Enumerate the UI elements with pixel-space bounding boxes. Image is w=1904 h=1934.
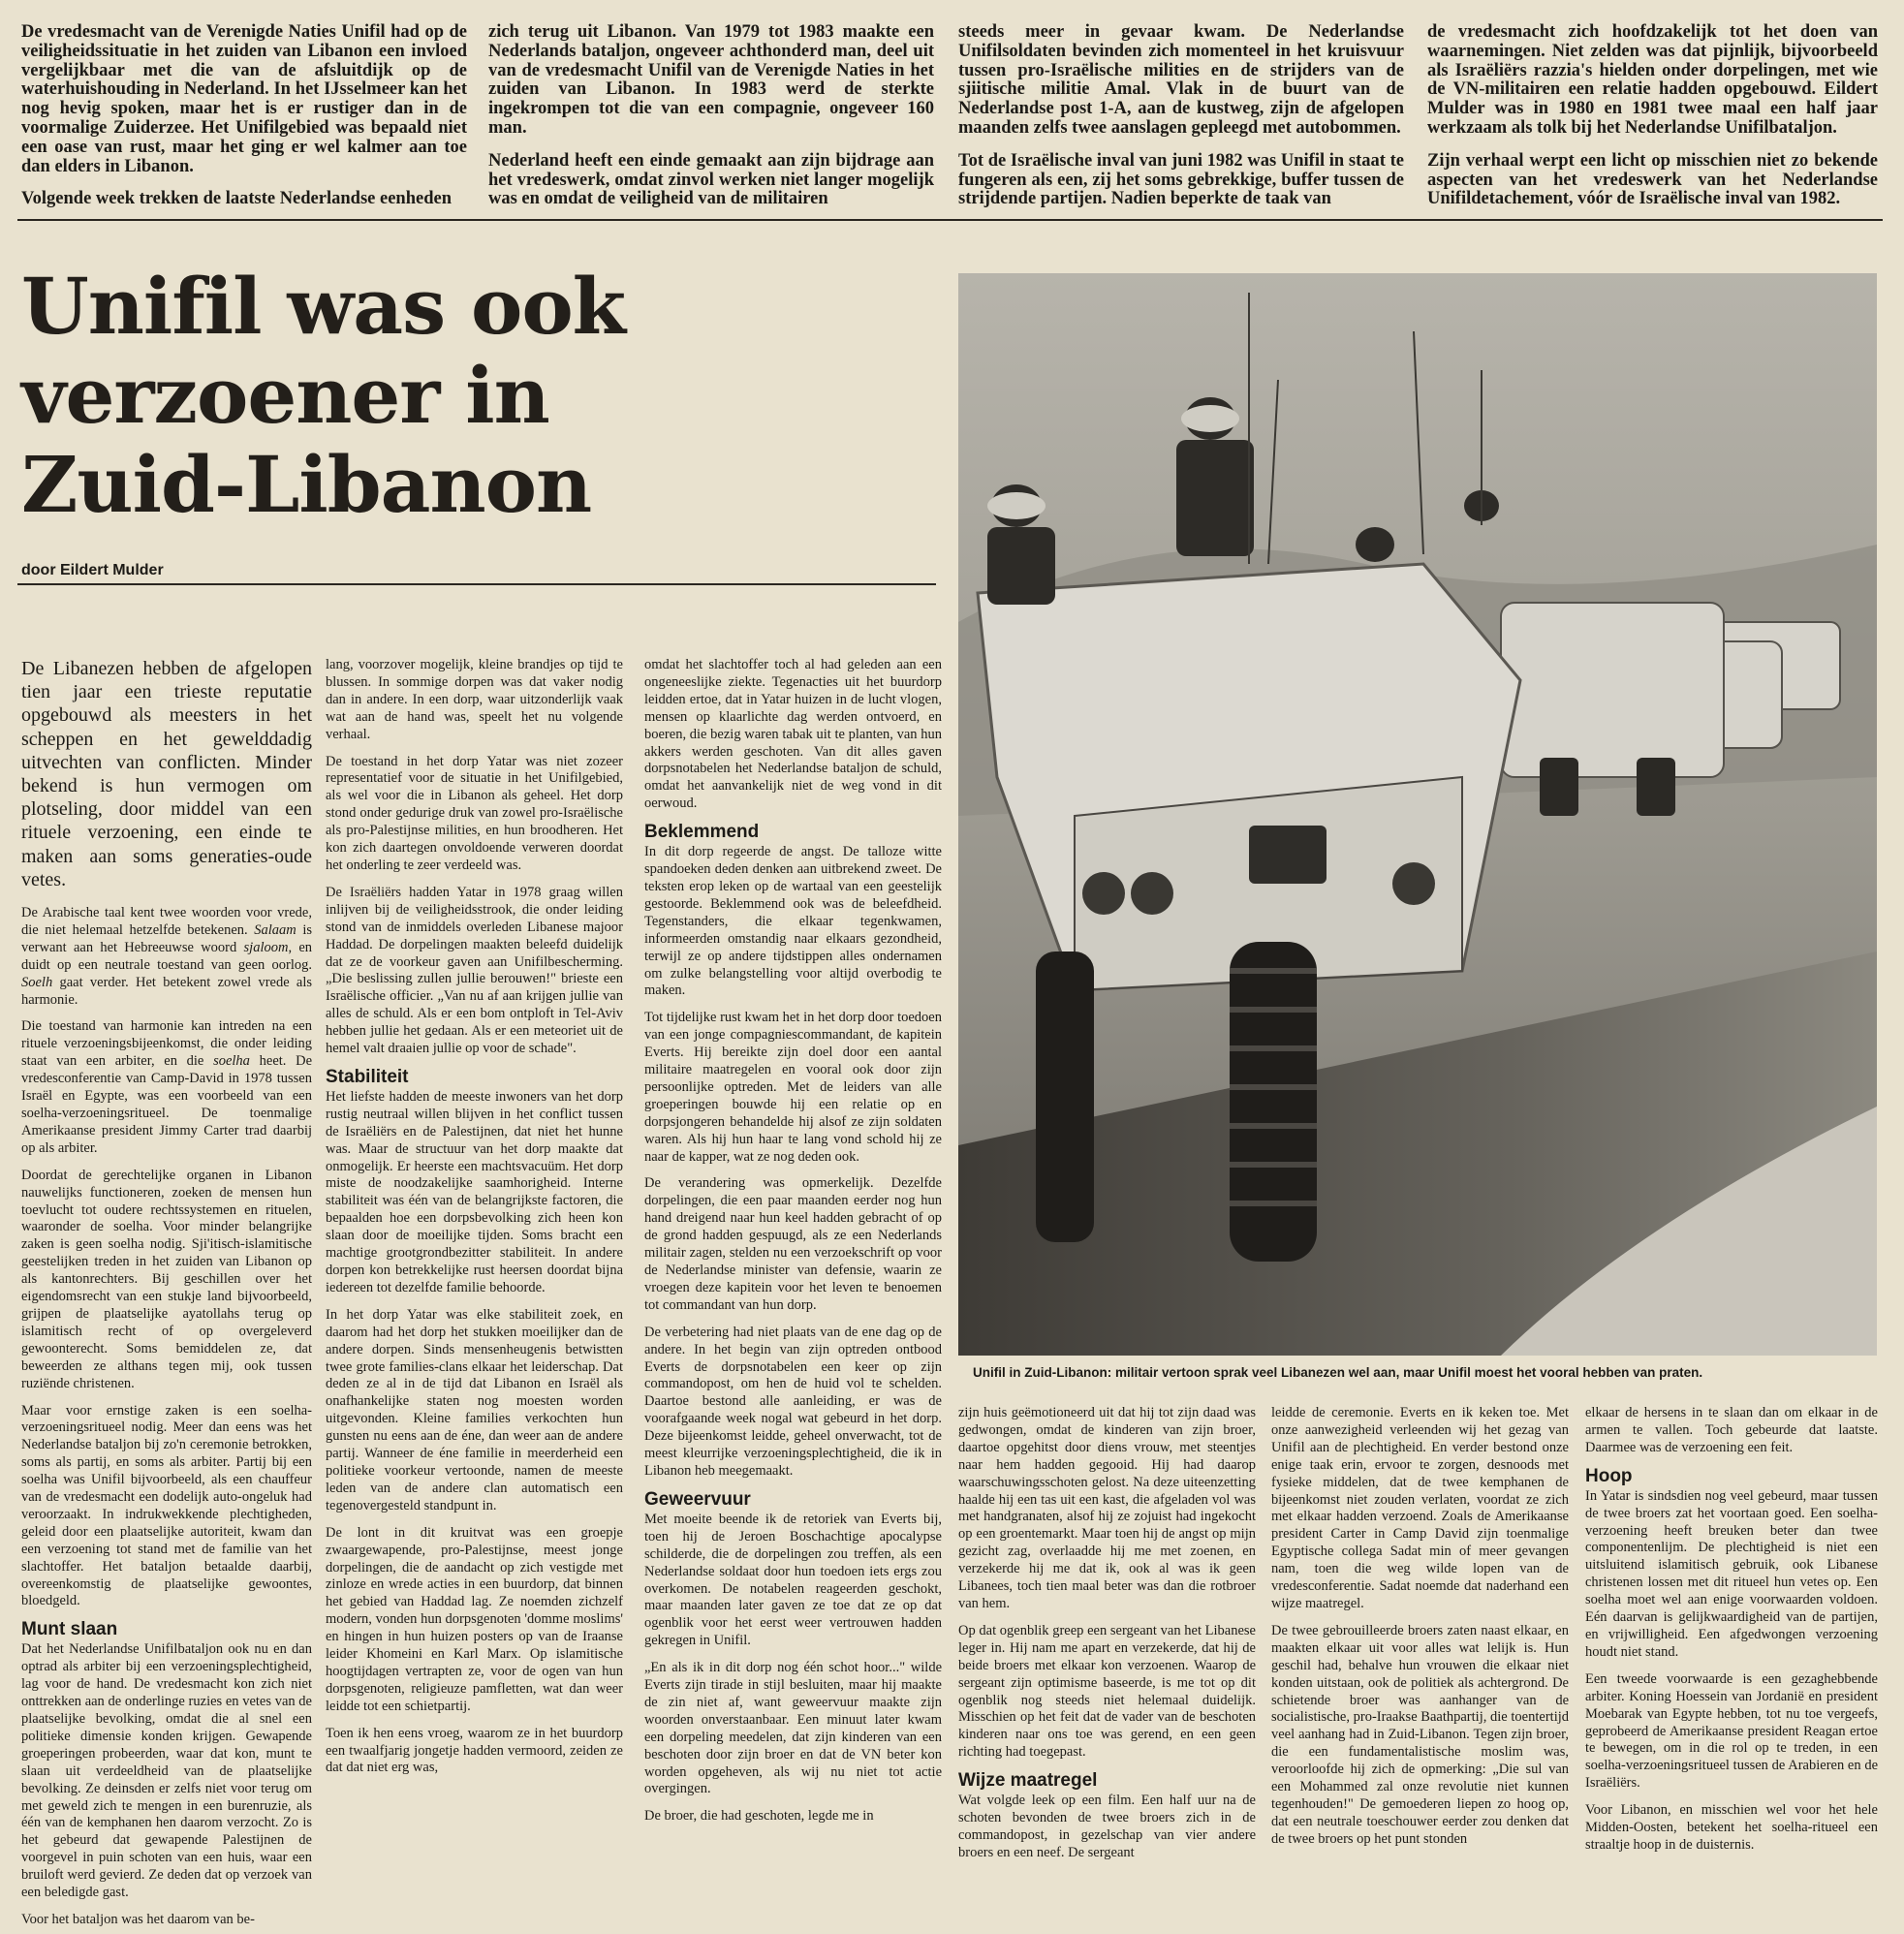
top-divider	[17, 219, 1883, 221]
paragraph: lang, voorzover mogelijk, kleine brandjes op tijd te blussen. In sommige dorpen was dat vaker nodig dan in andere. In een dorp, waar uitzonderlijk vaak wat aan de hand was, speelt het nu volgende verhaal.	[326, 657, 623, 742]
paragraph: „En als ik in dit dorp nog één schot hoor..." wilde Everts zijn tirade in stijl besluiten, maar hij maakte de zin niet af, want geweervuur maakte zijn woorden onverstaanbaar. Een minuut later kwam een dorpeling meedelen, dat zijn kinderen van een beschoten door zijn broer en dat de VN beter kon worden opgeheven, als wij nu niet tot actie overgingen.	[644, 1660, 942, 1797]
intro-paragraph: Tot de Israëlische inval van juni 1982 was Unifil in staat te fungeren als een, zij het soms gebrekkige, buffer tussen de strijdende partijen. Nadien beperkte de taak van	[958, 150, 1404, 209]
photo-caption: Unifil in Zuid-Libanon: militair vertoon sprak veel Libanezen wel aan, maar Unifil moest het vooral hebben van praten.	[973, 1365, 1703, 1380]
intro-paragraph: De vredesmacht van de Verenigde Naties Unifil had op de veiligheidssituatie in het zuiden van Libanon een invloed vergelijkbaar met die van de afsluitdijk op de waterhuishouding in Nederland. In het IJsselmeer kan het nog hevig spoken, maar het is er rustiger dan in de voormalige Zuiderzee. Het Unifilgebied was bepaald niet een oase van rust, maar het ging er wel kalmer aan toe dan elders in Libanon.	[21, 23, 467, 176]
paragraph: omdat het slachtoffer toch al had geleden aan een ongeneeslijke ziekte. Tegenacties uit het buurdorp leidden ertoe, dat in Yatar huizen in de lucht vlogen, mensen op klaarlichte dag werden ontvoerd, en boeren, die bezig waren tabak uit te planten, van hun akkers werden geschoten. Van dit alles gaven dorpsnotabelen het Nederlandse bataljon de schuld, omdat het aanvankelijk niet de weg vond in dit oerwoud.	[644, 657, 942, 812]
paragraph: De toestand in het dorp Yatar was niet zozeer representatief voor de situatie in het Unifilgebied, als wel voor die in Libanon als geheel. Het dorp stond onder gedurige druk van zowel pro-Israëlische als pro-Palestijnse milities, en hun broodheren. Het kon zich daartegen onvoldoende verweren doordat het onderling te zeer verdeeld was.	[326, 753, 623, 873]
paragraph: De verandering was opmerkelijk. Dezelfde dorpelingen, die een paar maanden eerder nog hun hand dreigend naar hun keel hadden gebracht of op de grond hadden gespuugd, als ze een Nederlands militair zagen, stelden nu een verzoekschrift op voor de Nederlandse minister van defensie, waarin ze vroegen deze kapitein voor het leven te benoemen tot commandant van hun dorp.	[644, 1175, 942, 1313]
intro-paragraph: Zijn verhaal werpt een licht op misschien niet zo bekende aspecten van het vredeswerk van het Nederlandse Unifildetachement, vóór de Israëlische inval van 1982.	[1427, 150, 1878, 209]
intro-paragraph: zich terug uit Libanon. Van 1979 tot 1983 maakte een Nederlands bataljon, ongeveer achthonderd man, deel uit van de vredesmacht Unifil van de Verenigde Naties in het zuiden van Libanon. In 1983 werd de sterkte ingekrompen tot die van een compagnie, ongeveer 160 man.	[488, 23, 934, 138]
paragraph: elkaar de hersens in te slaan dan om elkaar in de armen te vallen. Toch gebeurde dat laatste. Daarmee was de verzoening een feit.	[1585, 1405, 1878, 1455]
paragraph: Voor het bataljon was het daarom van be-	[21, 1911, 255, 1926]
subheading: Geweervuur	[644, 1488, 751, 1510]
headline-line: Zuid-Libanon	[21, 439, 592, 530]
paragraph: Doordat de gerechtelijke organen in Libanon nauwelijks functioneren, zoeken de mensen hun toevlucht tot oudere rechtssystemen en rituelen, waaronder de soelha. Voor minder belangrijke zaken is geen soelha nodig. Sji'itisch-islamitische geestelijken treden in het zuiden van Libanon op als kantonrechters. Bij geschillen over het eigendomsrecht van een stukje land bijvoorbeeld, grijpen de plaatselijke ayatollahs terug op islamitisch recht of op overgeleverd gewoonterecht. Soms bemiddelen ze, dat beweerden ze althans tegen mij, ook tussen ruziënde christenen.	[21, 1167, 312, 1391]
paragraph: Het liefste hadden de meeste inwoners van het dorp rustig neutraal willen blijven in het conflict tussen de Israëliërs en de Palestijnen, dat niet het hunne was. Maar de structuur van het dorp maakte dat onmogelijk. Er heerste een machtsvacuüm. Het dorp miste de noodzakelijke saamhorigheid. Interne stabiliteit was één van de belangrijkste factoren, die bepaalden hoe een dorpsbevolking zich heen kon slaan door de moeilijke tijden. Soms bracht een machtige grootgrondbezitter stabiliteit. In andere dorpen kon betrekkelijke rust heersen doordat bijna iedereen tot dezelfde familie behoorde.	[326, 1088, 623, 1295]
term-salaam: Salaam	[254, 921, 297, 938]
paragraph: In Yatar is sindsdien nog veel gebeurd, maar tussen de twee broers zat het voortaan goed. Een soelha-verzoening heeft breuken beter dan twee componentenlijm. De plechtigheid is niet een uitsluitend islamitisch gebruik, ook Libanese christenen lossen met dit ritueel hun vetes op. Een soelha moet wel aan enige voorwaarden voldoen. Eén daarvan is gelijkwaardigheid van de partijen, en vrijwilligheid. Een afgedwongen verzoening houdt niet stand.	[1585, 1487, 1878, 1660]
lead-paragraph: De Libanezen hebben de afgelopen tien jaar een trieste reputatie opgebouwd als meesters in het scheppen en het gewelddadig uitvechten van conflicten. Minder bekend is hun vermogen om plotseling, door middel van een rituele verzoening, een einde te maken aan soms generaties-oude vetes.	[21, 658, 312, 890]
subheading: Hoop	[1585, 1465, 1633, 1486]
paragraph: De verbetering had niet plaats van de ene dag op de andere. In het begin van zijn optreden ontbood Everts de dorpsnotabelen een keer op zijn commandopost, om hen de huid vol te schelden. Daartoe bestond alle aanleiding, er was de voorafgaande week nogal wat gebeurd in het dorp. Deze bijeenkomst leidde, geheel onverwacht, tot de meest kleurrijke verzoeningsplechtigheid, die ik in Libanon heb meegemaakt.	[644, 1324, 942, 1479]
term-sjaloom: sjaloom	[243, 939, 289, 955]
paragraph: Die toestand van harmonie kan intreden na een rituele verzoeningsbijeenkomst, die onder leiding staat van een arbiter, en die soelha heet. De vredesconferentie van Camp-David in 1978 tussen Israël en Egypte, was een voorbeeld van een soelha-verzoeningsritueel. De toenmalige Amerikaanse president Jimmy Carter trad daarbij op als arbiter.	[21, 1018, 312, 1156]
paragraph: Wat volgde leek op een film. Een half uur na de schoten bevonden de twee broers zich in de commandopost, in gezelschap van vier andere broers en een neef. De sergeant	[958, 1793, 1256, 1860]
article-column-4	[958, 1405, 1256, 1928]
article-photo	[958, 273, 1877, 1356]
term-soelha: soelha	[213, 1053, 250, 1070]
intro-column-3	[958, 23, 1404, 217]
byline: door Eildert Mulder	[21, 562, 164, 578]
headline-line: verzoener in	[21, 350, 549, 441]
article-column-5	[1271, 1405, 1569, 1928]
paragraph: Voor Libanon, en misschien wel voor het hele Midden-Oosten, betekent het soelha-ritueel een straaltje hoop in de duisternis.	[1585, 1802, 1878, 1853]
intro-column-1	[21, 23, 467, 217]
intro-paragraph: Nederland heeft een einde gemaakt aan zijn bijdrage aan het vredeswerk, omdat zinvol werken niet langer mogelijk was en omdat de veiligheid van de militairen	[488, 150, 934, 209]
intro-column-2	[488, 23, 934, 217]
article-column-6	[1585, 1405, 1878, 1928]
intro-paragraph: steeds meer in gevaar kwam. De Nederlandse Unifilsoldaten bevinden zich momenteel in het kruisvuur tussen pro-Israëlische milities en de strijders van de sjiitische militie Amal. Vlak in de buurt van de Nederlandse post 1-A, aan de kustweg, zijn de afgelopen maanden zelfs twee aanslagen gepleegd met autobommen.	[958, 23, 1404, 138]
paragraph: In het dorp Yatar was elke stabiliteit zoek, en daarom had het dorp het stukken moeilijker dan de andere dorpen. Sinds mensenheugenis betwistten twee grote families-clans elkaar het leiderschap. Dat deden ze al in de tijd dat Libanon en Israël als onafhankelijke staten nog moesten worden uitgevonden. Kleine families verkochten hun gunsten nu eens aan de éne, dan weer aan de andere partij. Wanneer de éne familie in meerderheid een politieke voorkeur vertoonde, namen de meeste leden van de andere clan automatisch een tegenovergesteld standpunt in.	[326, 1306, 623, 1513]
paragraph: Met moeite beende ik de retoriek van Everts bij, toen hij de Jeroen Boschachtige apocalypse schilderde, die de dorpelingen zou treffen, als een Nederlandse soldaat door hun toedoen iets ergs zou overkomen. De notabelen reageerden geschokt, maar maanden later gaven ze toe dat ze op dat ogenblik voor het eerst weer vertrouwen hadden gekregen in Unifil.	[644, 1511, 942, 1649]
paragraph: Tot tijdelijke rust kwam het in het dorp door toedoen van een jonge compagniescommandant, de kapitein Everts. Hij bereikte zijn doel door een aantal militaire maatregelen en vooral ook door zijn persoonlijke optreden. Met de leiders van alle groeperingen bouwde hij een relatie op en dorpsjongeren behandelde hij alsof ze zijn soldaten waren. Als hij hun haar te lang vond schold hij ze naar de kapper, wat ze nog deden ook.	[644, 1010, 942, 1165]
article-column-3	[644, 657, 942, 1926]
subheading: Stabiliteit	[326, 1066, 409, 1087]
paragraph: De lont in dit kruitvat was een groepje zwaargewapende, pro-Palestijnse, meest jonge dorpelingen, die de aandacht op zich vestigde met zinloze en wrede acties in een buurdorp, dat binnen het gebied van Haddad lag. Ze noemden zichzelf modern, vonden hun dorpsgenoten 'domme moslims' en hingen in hun huizen posters op van de Iraanse leider Khomeini en Karl Marx. Op islamitische hoogtijdagen vertrapten ze, voor de ogen van hun dorpsgenoten, religieuze pamfletten, wat dan weer leidde tot een schietpartij.	[326, 1524, 623, 1714]
paragraph: zijn huis geëmotioneerd uit dat hij tot zijn daad was gedwongen, omdat de kinderen van zijn broer, daartoe opgehitst door diens vrouw, met steentjes naar hem hadden gegooid. Hij had daarop waarschuwingsschoten gelost. Na deze uiteenzetting haalde hij een tas uit een kast, die afgeladen vol was met handgranaten, alsof hij ze zojuist had ingekocht op een groentemarkt. Maar toen hij de angst op mijn gezicht zag, overlaadde hij me met zoenen, en verzekerde hij me dat ik, ook al was ik geen Libanees, toch tien maal beter was dan die rotbroer van hem.	[958, 1405, 1256, 1611]
paragraph: Toen ik hen eens vroeg, waarom ze in het buurdorp een twaalfjarig jongetje hadden vermoord, zeiden ze dat dat niet erg was,	[326, 1725, 623, 1776]
paragraph: Dat het Nederlandse Unifilbataljon ook nu en dan optrad als arbiter bij een verzoeningsplechtigheid, lag voor de hand. De vredesmacht kon zich niet onttrekken aan de onderlinge ruzies en vetes van de plaatselijke bevolking, omdat die al snel een politieke dimensie konden krijgen. Gewapende groeperingen probeerden, waar dat kon, munt te slaan uit verdeeldheid van de plaatselijke bevolking. Ze deinsden er zelfs niet voor terug om met geweld zich te mengen in een burenruzie, als één van de kemphanen hen daarom verzocht. Zo is het gebeurd dat gewapende Palestijnen de voorgevel in puin schoten van een huis, waar een bruiloft werd gevierd. Ze deden dat op verzoek van een beledigde gast.	[21, 1641, 312, 1901]
headline-line: Unifil was ook	[21, 261, 626, 352]
intro-column-4	[1427, 23, 1878, 217]
paragraph: De twee gebrouilleerde broers zaten naast elkaar, en maakten elkaar uit voor alles wat lelijk is. Hun geschil had, behalve hun vrouwen die elkaar niet konden uitstaan, ook de politiek als achtergrond. De schietende broer was aanhanger van de socialistische, pro-Iraakse Baathpartij, die toentertijd veel aanhang had in Zuid-Libanon. Tegen zijn broer, die een fundamentalistische moslim was, veroorloofde hij zich de opmerking: „Die sul van een Mohammed zal onze revolutie niet kunnen tegenhouden!" De gemoederen liepen zo hoog op, dat een neutrale toeschouwer eerder zou denken dat de twee broers op het punt stonden	[1271, 1622, 1569, 1847]
paragraph: Op dat ogenblik greep een sergeant van het Libanese leger in. Hij nam me apart en verzekerde, dat hij de beide broers met elkaar kon verzoenen. Waarop de sergeant zijn optimisme baseerde, is me tot op dit ogenblik nog steeds niet helemaal duidelijk. Misschien op het feit dat de vader van de beschoten kinderen naar ons toe was gerend, en een geen richting had toegepast.	[958, 1622, 1256, 1761]
paragraph: De broer, die had geschoten, legde me in	[644, 1808, 874, 1825]
subheading: Munt slaan	[21, 1619, 118, 1640]
subheading: Beklemmend	[644, 822, 760, 843]
headline	[21, 262, 913, 529]
byline-divider	[17, 583, 936, 585]
paragraph: De Arabische taal kent twee woorden voor vrede, die niet helemaal hetzelfde betekenen. Salaam is verwant aan het Hebreeuwse woord sjaloom, en duidt op een neutrale toestand van geen oorlog. Soelh gaat verder. Het betekent zowel vrede als harmonie.	[21, 905, 312, 1008]
paragraph: De Israëliërs hadden Yatar in 1978 graag willen inlijven bij de veiligheidsstrook, die onder leiding stond van de inmiddels overleden Libanese majoor Haddad. De dorpelingen maakten beleefd duidelijk dat ze de voorkeur gaven aan Unifilbescherming. „Die beslissing zullen jullie berouwen!" brieste een Israëlische officier. „Van nu af aan krijgen jullie van alles de schuld. Als er een bom ontploft in Tel-Aviv hebben jullie het gedaan. Als er een meteoriet uit de hemel valt draaien jullie op voor de schade".	[326, 884, 623, 1057]
article-column-2	[326, 657, 623, 1926]
paragraph: In dit dorp regeerde de angst. De talloze witte spandoeken deden denken aan uitbrekend zweet. De teksten erop leken op de wartaal van een geestelijk gestoorde. Beklemmend ook was de beleefdheid. Tegenstanders, die elkaar tegenkwamen, informeerden omstandig naar elkaars gezondheid, terwijl ze op andere tijdstippen alles ondernamen om zulke belangstelling voor altijd overbodig te maken.	[644, 844, 942, 999]
paragraph: leidde de ceremonie. Everts en ik keken toe. Met onze aanwezigheid verleenden wij het gezag van Unifil aan de plechtigheid. En verder bestond onze enige taak erin, ervoor te zorgen, desnoods met fysieke middelen, dat de twee kemphanen de bijeenkomst niet zouden verlaten, voordat ze zich met elkaar hadden verzoend. Zoals de Amerikaanse president Carter in Camp David zijn toenmalige Egyptische collega Sadat min of meer gevangen nam, toen die weg wilde lopen van de vredesconferentie. Sadat noemde dat naderhand een wijze maatregel.	[1271, 1405, 1569, 1611]
paragraph: Maar voor ernstige zaken is een soelha-verzoeningsritueel nodig. Meer dan eens was het Nederlandse bataljon bij zo'n ceremonie betrokken, soms als partij, en soms als arbiter. Partij bij een soelha was Unifil bijvoorbeeld, als een chauffeur van de vredesmacht een dodelijk auto-ongeluk had veroorzaakt. In indrukwekkende plechtigheden, geleid door een plaatselijke autoriteit, kwam dan een verzoening tot stand met de familie van het slachtoffer. Het bataljon betaalde daarbij, overeenkomstig de plaatselijke gewoontes, bloedgeld.	[21, 1402, 312, 1609]
intro-paragraph: Volgende week trekken de laatste Nederlandse eenheden	[21, 189, 452, 209]
paragraph: Een tweede voorwaarde is een gezaghebbende arbiter. Koning Hoessein van Jordanië en president Moebarak van Egypte hebben, tot nu toe vergeefs, geprobeerd de Amerikaanse president Reagan ertoe te bewegen, om in die rol op te treden, in een soelha-verzoeningsritueel tussen de Arabieren en de Israëliërs.	[1585, 1670, 1878, 1792]
term-soelh: Soelh	[21, 974, 53, 990]
subheading: Wijze maatregel	[958, 1770, 1098, 1792]
intro-paragraph: de vredesmacht zich hoofdzakelijk tot het doen van waarnemingen. Niet zelden was dat pijnlijk, bijvoorbeeld als Israëliërs razzia's hielden onder dorpelingen, met wie de VN-militairen een relatie hadden opgebouwd. Eildert Mulder was in 1980 en 1981 twee maal een half jaar werkzaam als tolk bij het Nederlandse Unifilbataljon.	[1427, 23, 1878, 138]
article-column-1	[21, 657, 312, 1926]
